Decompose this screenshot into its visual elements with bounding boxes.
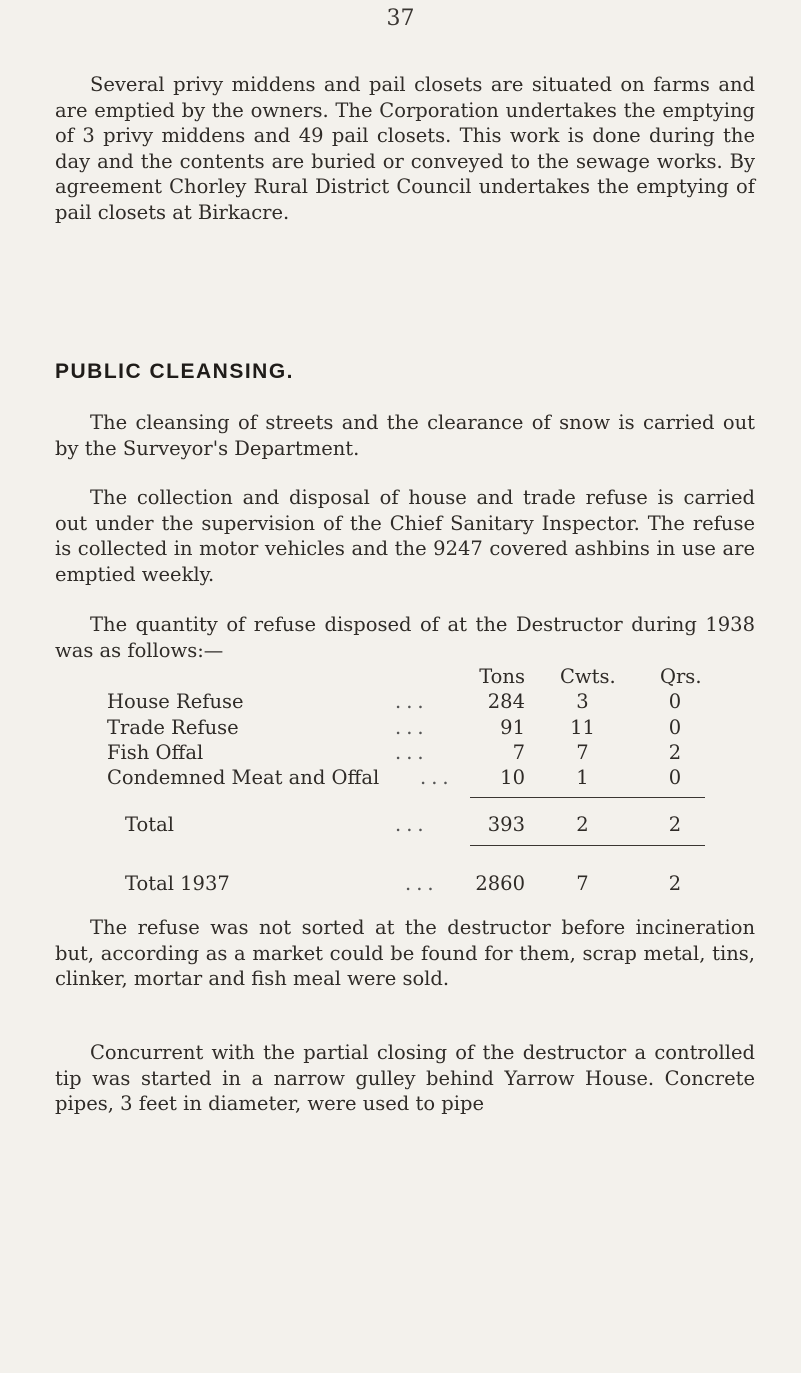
row-label: Fish Offal (107, 741, 204, 764)
total-1937-tons: 2860 (475, 872, 525, 895)
row-leader-dots: ... (395, 690, 429, 713)
paragraph-privy-middens (55, 72, 755, 225)
paragraph-text: The collection and disposal of house and trade refuse is carried out under the supervision of the Chief Sanitary Inspector. The refuse is collected in motor vehicles and the 9247 covered ashbins in use are emptied weekly. (55, 486, 755, 586)
header-cwts: Cwts. (560, 665, 616, 688)
paragraph-text: The quantity of refuse disposed of at the Destructor during 1938 was as follows:— (55, 613, 755, 662)
total-label: Total (125, 813, 174, 836)
section-heading: PUBLIC CLEANSING. (55, 360, 295, 383)
row-tons: 10 (500, 766, 525, 789)
page-number: 37 (386, 6, 415, 31)
total-leader-dots: ... (395, 813, 429, 836)
row-leader-dots: ... (395, 741, 429, 764)
row-cwts: 11 (570, 716, 595, 739)
paragraph-text: The cleansing of streets and the clearance of snow is carried out by the Surveyor's Department. (55, 411, 755, 460)
row-qrs: 0 (668, 690, 682, 713)
paragraph-street-cleansing (55, 410, 755, 461)
row-qrs: 0 (668, 716, 682, 739)
row-qrs: 2 (668, 741, 682, 764)
row-tons: 91 (500, 716, 525, 739)
row-label: Trade Refuse (107, 716, 239, 739)
row-cwts: 3 (576, 690, 589, 713)
header-qrs: Qrs. (660, 665, 702, 688)
total-cwts: 2 (576, 813, 589, 836)
paragraph-controlled-tip (55, 1040, 755, 1117)
paragraph-text: Several privy middens and pail closets are situated on farms and are emptied by the owners. The Corporation undertakes the emptying of 3 privy middens and 49 pail closets. This work is done during the day and the contents are buried or conveyed to the sewage works. By agreement Chorley Rural District Council undertakes the emptying of pail closets at Birkacre. (55, 73, 755, 224)
row-tons: 7 (512, 741, 525, 764)
total-1937-leader-dots: ... (405, 872, 439, 895)
row-leader-dots: ... (395, 716, 429, 739)
paragraph-refuse-collection (55, 485, 755, 587)
total-rule (470, 797, 705, 798)
row-qrs: 0 (668, 766, 682, 789)
row-label: House Refuse (107, 690, 244, 713)
total-tons: 393 (487, 813, 525, 836)
row-cwts: 1 (576, 766, 589, 789)
paragraph-text: The refuse was not sorted at the destructor before incineration but, according as a market could be found for them, scrap metal, tins, clinker, mortar and fish meal were sold. (55, 916, 755, 990)
total-1937-label: Total 1937 (125, 872, 230, 895)
row-tons: 284 (487, 690, 525, 713)
total-1937-cwts: 7 (576, 872, 589, 895)
row-leader-dots: ... (420, 766, 454, 789)
total-qrs: 2 (668, 813, 682, 836)
row-label: Condemned Meat and Offal (107, 766, 380, 789)
paragraph-refuse-sorting (55, 915, 755, 992)
header-tons: Tons (479, 665, 525, 688)
paragraph-text: Concurrent with the partial closing of the destructor a controlled tip was started in a narrow gulley behind Yarrow House. Concrete pipes, 3 feet in diameter, were used to pipe (55, 1041, 755, 1115)
total-1937-qrs: 2 (668, 872, 682, 895)
row-cwts: 7 (576, 741, 589, 764)
paragraph-table-intro (55, 612, 755, 663)
total-bottom-rule (470, 845, 705, 846)
